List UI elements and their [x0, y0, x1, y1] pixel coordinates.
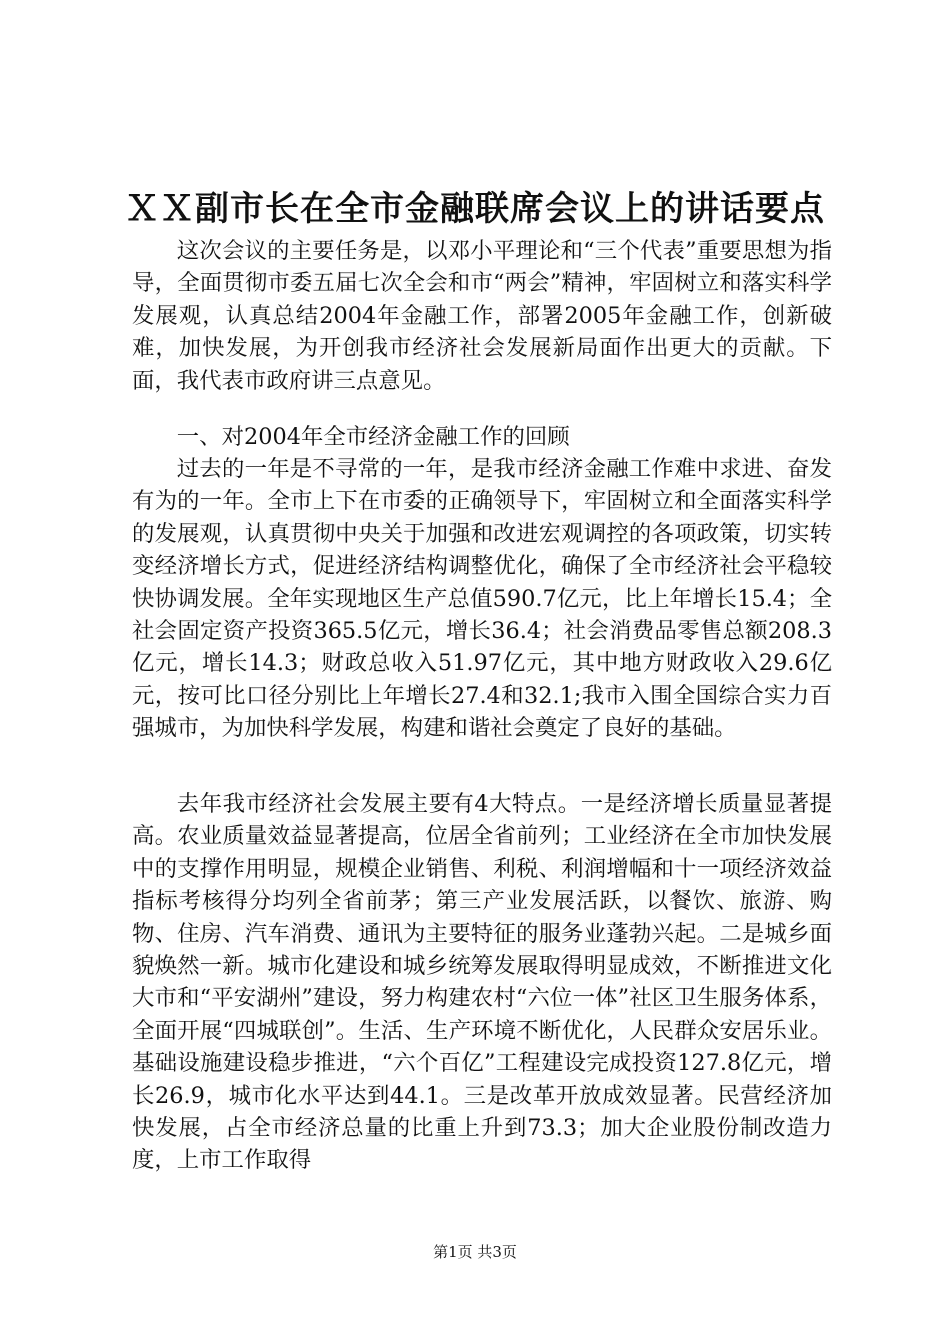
document-title: ＸＸ副市长在全市金融联席会议上的讲话要点 [125, 189, 825, 229]
section-heading: 一、对2004年全市经济金融工作的回顾 [176, 424, 570, 450]
intro-paragraph: 这次会议的主要任务是，以邓小平理论和“三个代表”重要思想为指导，全面贯彻市委五届七次全会和市“两会”精神，牢固树立和落实科学发展观，认真总结2004年金融工作，部署2005年金融工作，创新破难，加快发展，为开创我市经济社会发展新局面作出更大的贡献。下面，我代表市政府讲三点意见。 [132, 238, 832, 394]
page-number-footer: 第1页 共3页 [433, 1243, 517, 1261]
features-paragraph: 去年我市经济社会发展主要有4大特点。一是经济增长质量显著提高。农业质量效益显著提高，位居全省前列；工业经济在全市加快发展中的支撑作用明显，规模企业销售、利税、利润增幅和十一项经济效益指标考核得分均列全省前茅；第三产业发展活跃，以餐饮、旅游、购物、住房、汽车消费、通讯为主要特征的服务业蓬勃兴起。二是城乡面貌焕然一新。城市化建设和城乡统筹发展取得明显成效，不断推进文化大市和“平安湖州”建设，努力构建农村“六位一体”社区卫生服务体系，全面开展“四城联创”。生活、生产环境不断优化，人民群众安居乐业。基础设施建设稳步推进，“六个百亿”工程建设完成投资127.8亿元，增长26.9，城市化水平达到44.1。三是改革开放成效显著。民营经济加快发展，占全市经济总量的比重上升到73.3；加大企业股份制改造力度，上市工作取得 [132, 791, 832, 1174]
review-paragraph: 过去的一年是不寻常的一年，是我市经济金融工作难中求进、奋发有为的一年。全市上下在市委的正确领导下，牢固树立和全面落实科学的发展观，认真贯彻中央关于加强和改进宏观调控的各项政策，切实转变经济增长方式，促进经济结构调整优化，确保了全市经济社会平稳较快协调发展。全年实现地区生产总值590.7亿元，比上年增长15.4；全社会固定资产投资365.5亿元，增长36.4；社会消费品零售总额208.3亿元，增长14.3；财政总收入51.97亿元，其中地方财政收入29.6亿元，按可比口径分别比上年增长27.4和32.1;我市入围全国综合实力百强城市，为加快科学发展，构建和谐社会奠定了良好的基础。 [132, 456, 832, 742]
